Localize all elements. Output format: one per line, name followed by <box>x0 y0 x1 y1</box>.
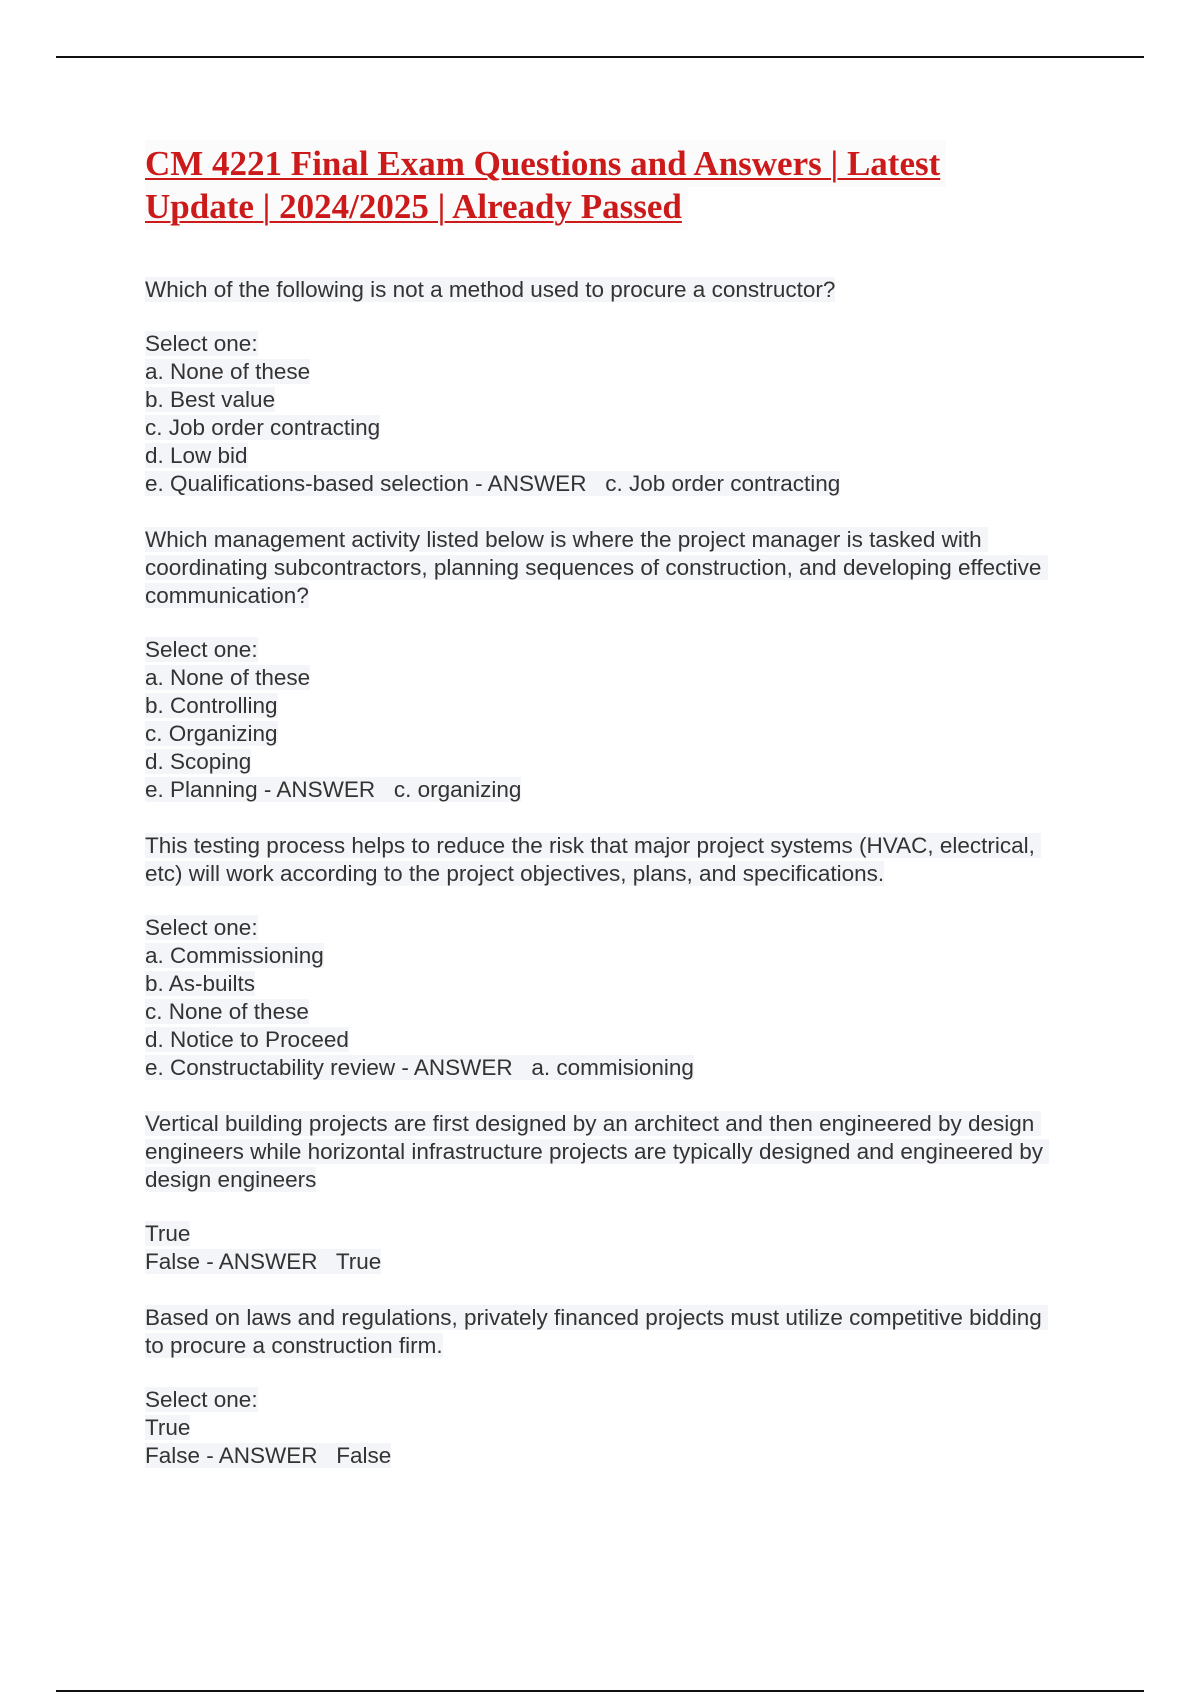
answer-option-with-answer: e. Qualifications-based selection - ANSWER c. Job order contracting <box>145 471 841 496</box>
answer-option: a. None of these <box>145 359 311 384</box>
answer-option: d. Scoping <box>145 749 252 774</box>
select-one-prompt: Select one: <box>145 637 258 662</box>
answer-option: a. Commissioning <box>145 943 324 968</box>
answer-option: d. Low bid <box>145 443 248 468</box>
answer-option: True <box>145 1221 191 1246</box>
answer-option: c. None of these <box>145 999 309 1024</box>
answer-option-with-answer: False - ANSWER False <box>145 1443 392 1468</box>
question-text: Vertical building projects are first designed by an architect and then engineered by design engineers while horizontal infrastructure projects are typically designed and engineered by design engineers <box>145 1111 1050 1192</box>
question-text: Which of the following is not a method used to procure a constructor? <box>145 277 836 302</box>
answer-option: c. Job order contracting <box>145 415 381 440</box>
question-text: This testing process helps to reduce the risk that major project systems (HVAC, electrical, etc) will work according to the project objectives, plans, and specifications. <box>145 833 1042 886</box>
question-block <box>145 1110 1065 1276</box>
bottom-rule <box>56 1690 1144 1692</box>
answer-option-with-answer: e. Planning - ANSWER c. organizing <box>145 777 522 802</box>
question-text: Which management activity listed below is where the project manager is tasked with coordinating subcontractors, planning sequences of construction, and developing effective communication? <box>145 527 1048 608</box>
answer-option: b. Best value <box>145 387 276 412</box>
question-block <box>145 832 1065 1082</box>
question-text: Based on laws and regulations, privately financed projects must utilize competitive bidding to procure a construction firm. <box>145 1305 1049 1358</box>
question-block <box>145 276 1065 498</box>
question-block <box>145 526 1065 804</box>
answer-option: a. None of these <box>145 665 311 690</box>
answer-option: b. Controlling <box>145 693 278 718</box>
answer-option: True <box>145 1415 191 1440</box>
question-block <box>145 1304 1065 1470</box>
answer-option-with-answer: e. Constructability review - ANSWER a. commisioning <box>145 1055 694 1080</box>
answer-option: b. As-builts <box>145 971 256 996</box>
top-rule <box>56 56 1144 58</box>
answer-option-with-answer: False - ANSWER True <box>145 1249 382 1274</box>
document-title: CM 4221 Final Exam Questions and Answers | Latest Update | 2024/2025 | Already Passed <box>145 140 946 230</box>
select-one-prompt: Select one: <box>145 1387 258 1412</box>
answer-option: c. Organizing <box>145 721 278 746</box>
title-block <box>145 142 1025 228</box>
answer-option: d. Notice to Proceed <box>145 1027 349 1052</box>
document-body <box>145 142 1065 1498</box>
select-one-prompt: Select one: <box>145 915 258 940</box>
select-one-prompt: Select one: <box>145 331 258 356</box>
